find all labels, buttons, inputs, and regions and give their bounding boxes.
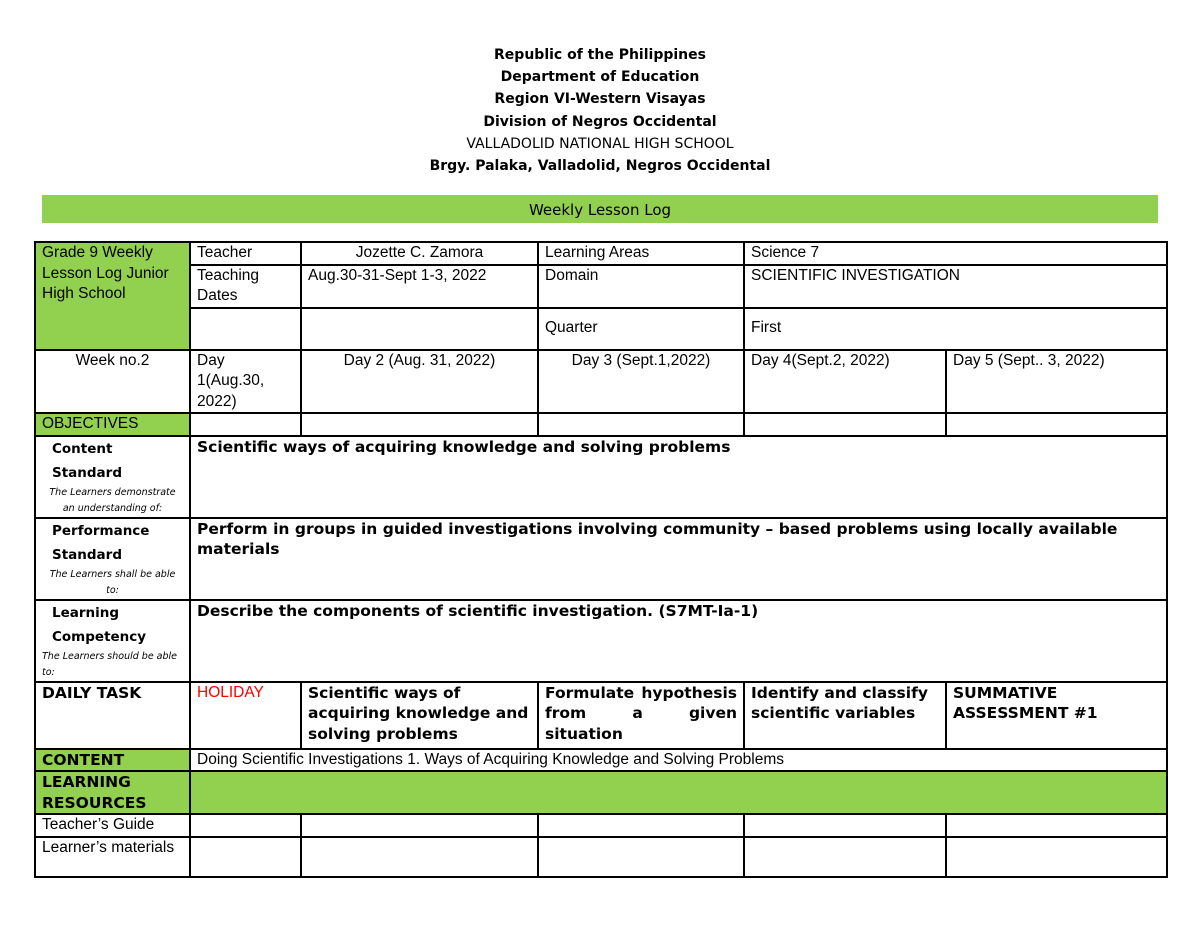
performance-standard-label-cell [35,518,190,600]
empty-cell [301,413,538,436]
header-department: Department of Education [500,69,700,86]
teaching-dates-value: Aug.30-31-Sept 1-3, 2022 [301,265,538,308]
teaching-dates-label: Teaching Dates [190,265,301,308]
empty-cell [946,814,1167,837]
empty-cell [301,814,538,837]
day-1-header: Day 1(Aug.30, 2022) [190,350,301,414]
day-3-header: Day 3 (Sept.1,2022) [538,350,744,414]
empty-cell [190,308,301,350]
day-4-task: Identify and classify scientific variables [744,682,946,749]
row-objectives [35,413,1167,436]
day-3-task-text: Formulate hypothesis from a given situation [545,683,737,743]
performance-standard-sub: The Learners shall be able to: [49,568,176,596]
week-label: Week no.2 [35,350,190,414]
row-learners-materials [35,837,1167,877]
empty-cell [190,814,301,837]
holiday-label: HOLIDAY [190,682,301,749]
content-standard-label-cell [35,436,190,518]
learning-competency-value: Describe the components of scientific investigation. (S7MT-Ia-1) [190,600,1167,682]
learning-areas-value: Science 7 [744,242,1167,265]
quarter-label: Quarter [538,308,744,350]
day-2-task: Scientific ways of acquiring knowledge and solving problems [301,682,538,749]
content-standard-sub: The Learners demonstrate an understanding of: [49,486,176,514]
empty-cell [538,837,744,877]
content-value: Doing Scientific Investigations 1. Ways of Acquiring Knowledge and Solving Problems [190,749,1167,772]
content-label: CONTENT [35,749,190,772]
row-performance-standard [35,518,1167,600]
empty-cell [744,837,946,877]
row-daily-task [35,682,1167,749]
empty-cell [744,413,946,436]
lesson-log-table [34,241,1168,878]
row-quarter [35,308,1167,350]
empty-cell [190,837,301,877]
content-standard-value: Scientific ways of acquiring knowledge and solving problems [190,436,1167,518]
row-learning-competency [35,600,1167,682]
learners-materials-label: Learner’s materials [35,837,190,877]
empty-cell [301,837,538,877]
learning-resources-fill [190,771,1167,814]
header-division: Division of Negros Occidental [483,113,717,130]
document-header [0,44,1200,177]
day-2-header: Day 2 (Aug. 31, 2022) [301,350,538,414]
teacher-label: Teacher [190,242,301,265]
empty-cell [301,308,538,350]
row-week-days [35,350,1167,414]
teachers-guide-label: Teacher’s Guide [35,814,190,837]
learning-competency-sub: The Learners should be able to: [42,650,178,678]
learning-competency-label-cell [35,600,190,682]
header-address: Brgy. Palaka, Valladolid, Negros Occidental [429,158,771,175]
daily-task-label: DAILY TASK [35,682,190,749]
learning-areas-label: Learning Areas [538,242,744,265]
learning-competency-label: Learning Competency [52,604,147,645]
content-standard-label: Content Standard [52,440,122,481]
performance-standard-value: Perform in groups in guided investigations involving community – based problems using locally available materials [190,518,1167,600]
empty-cell [538,413,744,436]
learning-resources-label: LEARNING RESOURCES [35,771,190,814]
empty-cell [946,413,1167,436]
teacher-value: Jozette C. Zamora [301,242,538,265]
day-5-task: SUMMATIVE ASSESSMENT #1 [946,682,1167,749]
row-teaching-dates [35,265,1167,308]
domain-label: Domain [538,265,744,308]
weekly-lesson-log-banner: Weekly Lesson Log [42,195,1158,223]
empty-cell [538,814,744,837]
day-5-header: Day 5 (Sept.. 3, 2022) [946,350,1167,414]
grade-cell: Grade 9 Weekly Lesson Log Junior High School [35,242,190,350]
header-school: VALLADOLID NATIONAL HIGH SCHOOL [466,135,734,152]
objectives-label: OBJECTIVES [35,413,190,436]
domain-value: SCIENTIFIC INVESTIGATION [744,265,1167,308]
day-3-task [538,682,744,749]
quarter-value: First [744,308,1167,350]
performance-standard-label: Performance Standard [52,522,150,563]
row-learning-resources [35,771,1167,814]
empty-cell [946,837,1167,877]
day-4-header: Day 4(Sept.2, 2022) [744,350,946,414]
header-republic: Republic of the Philippines [494,47,706,63]
row-content [35,749,1167,772]
empty-cell [190,413,301,436]
row-teachers-guide [35,814,1167,837]
header-region: Region VI-Western Visayas [494,91,706,108]
row-teacher [35,242,1167,265]
row-content-standard [35,436,1167,518]
empty-cell [744,814,946,837]
